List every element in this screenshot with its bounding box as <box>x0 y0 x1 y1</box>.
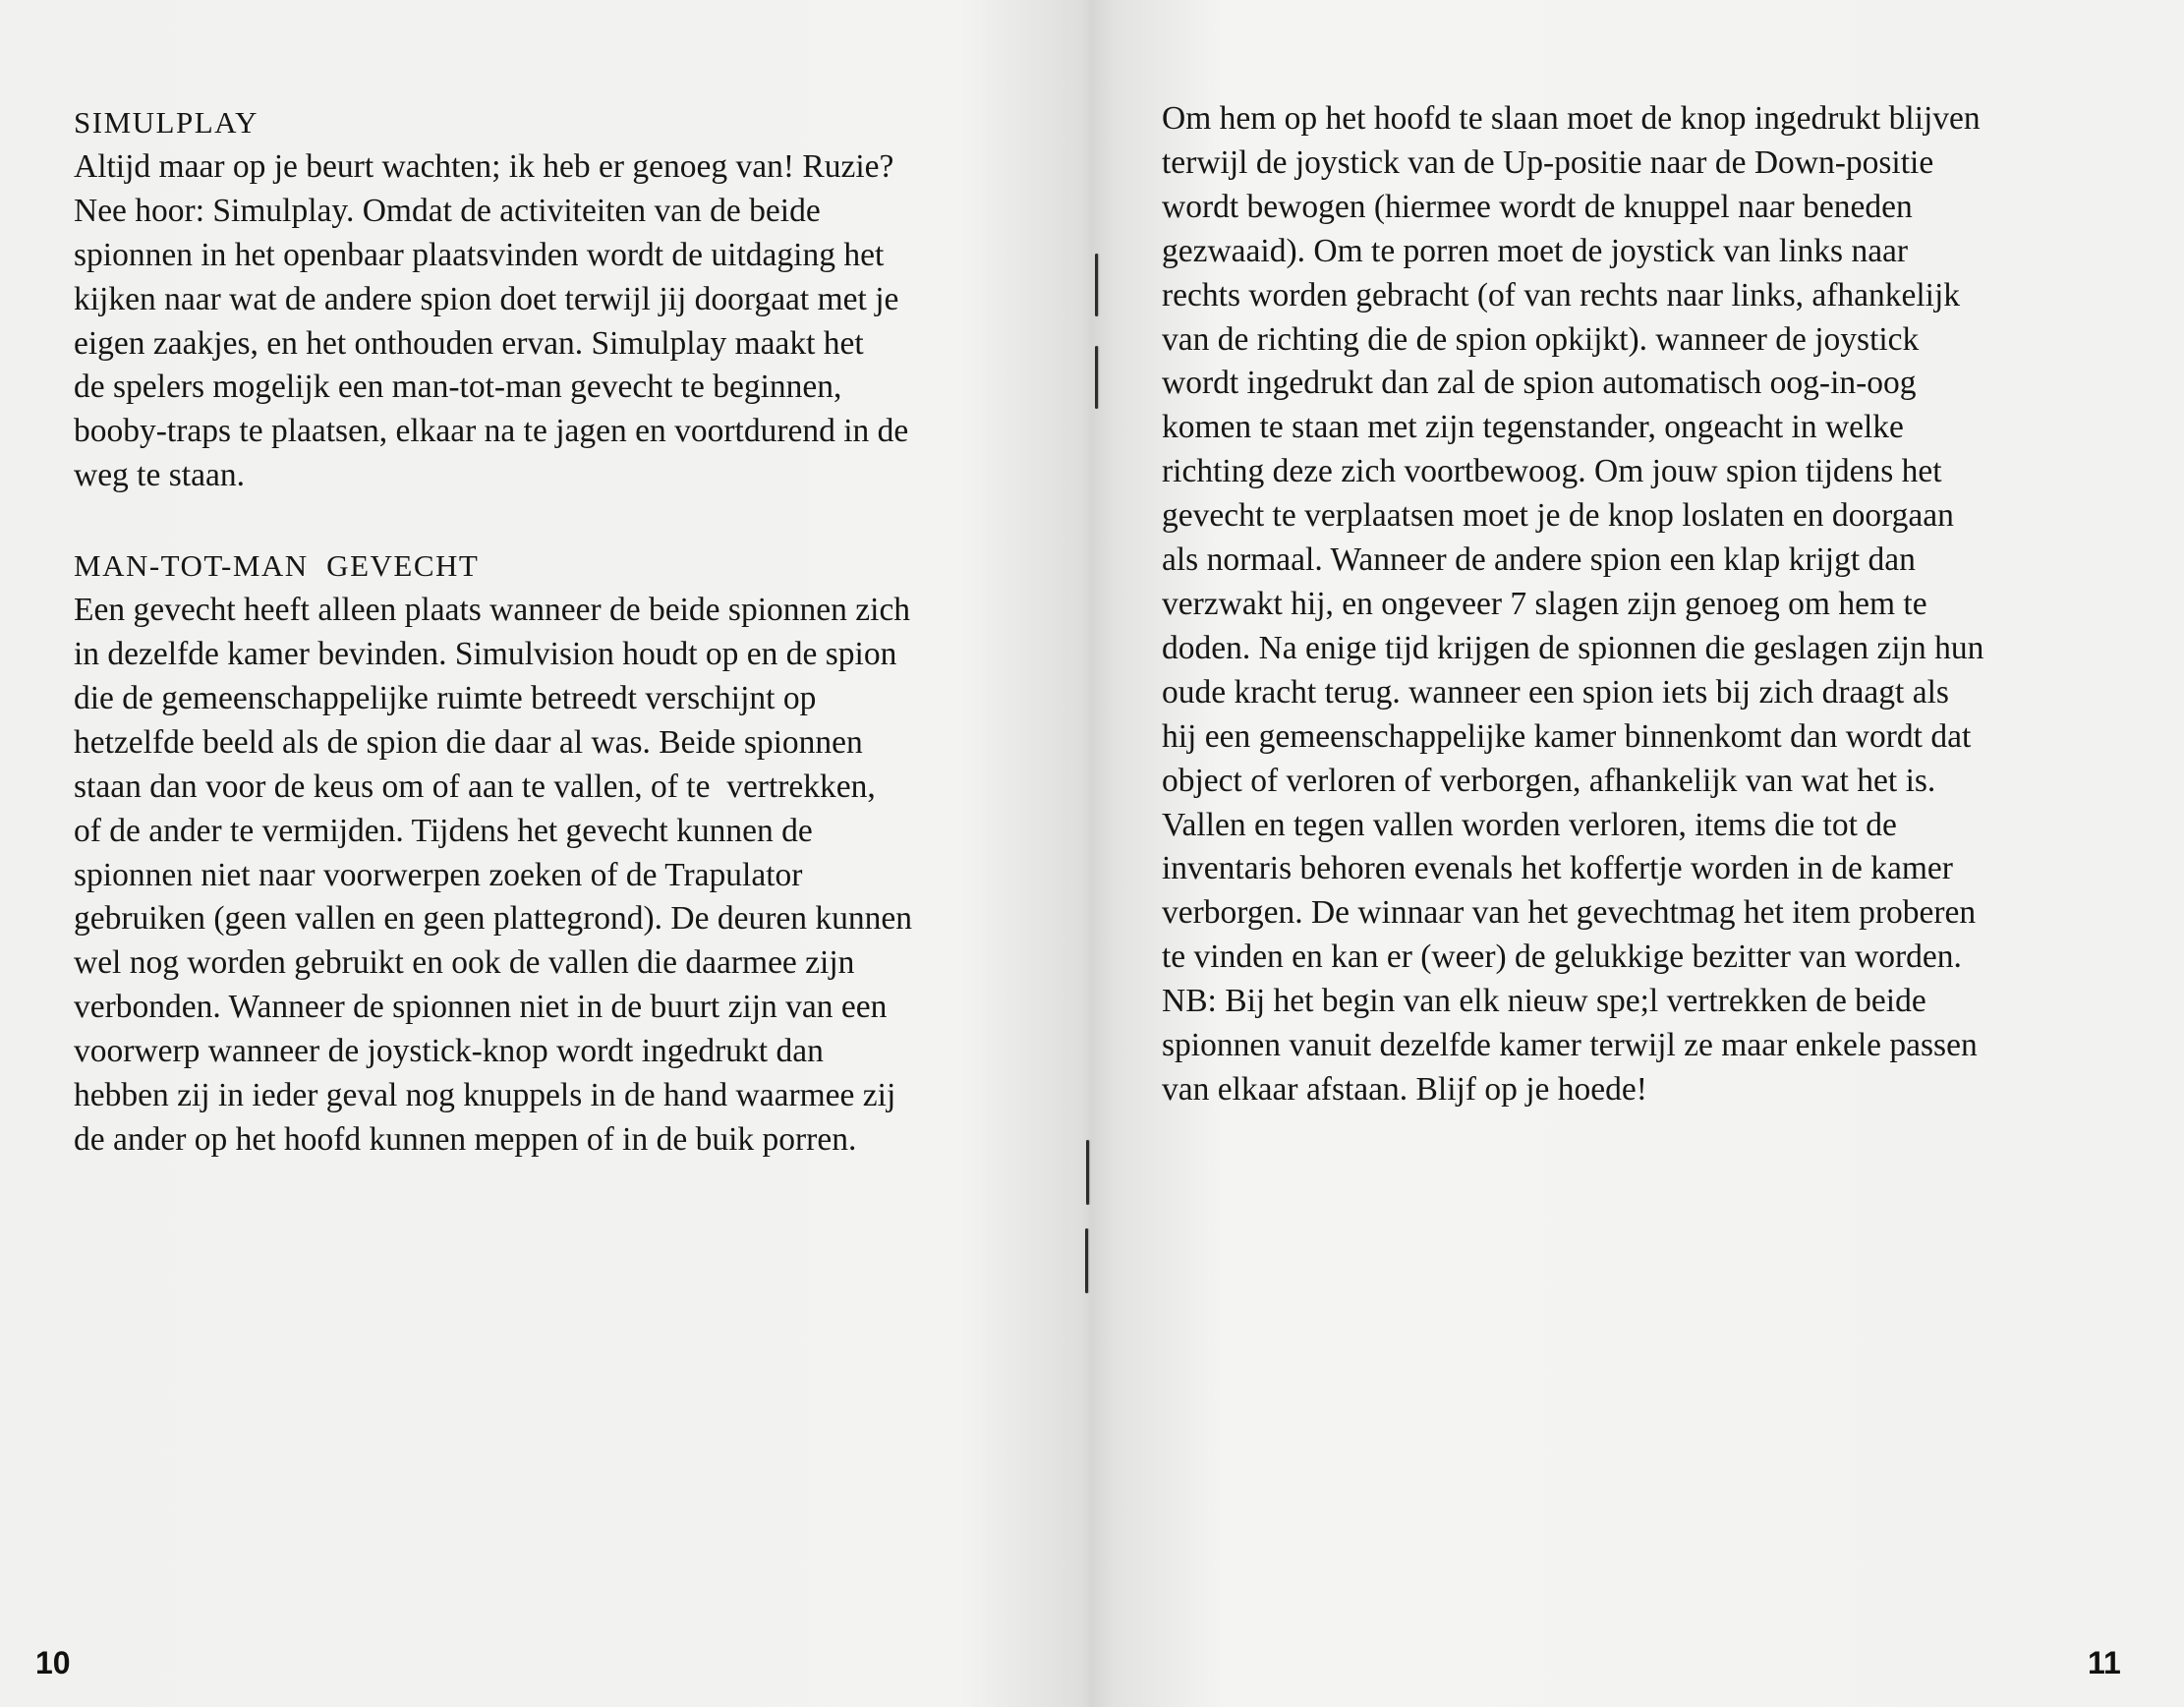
text-line: spionnen niet naar voorwerpen zoeken of de Trapulator <box>74 856 803 893</box>
text-line: die de gemeenschappelijke ruimte betreedt verschijnt op <box>74 679 817 716</box>
text-line: eigen zaakjes, en het onthouden ervan. Simulplay maakt het <box>74 324 864 362</box>
text-line: hebben zij in ieder geval nog knuppels in de hand waarmee zij <box>74 1077 896 1114</box>
simulplay-paragraph <box>74 145 1047 498</box>
section-heading-man-tot-man-gevecht: MAN-TOT-MAN GEVECHT <box>74 548 480 584</box>
text-line: van elkaar afstaan. Blijf op je hoede! <box>1162 1070 1647 1108</box>
right-page <box>1092 0 2184 1707</box>
text-line: doden. Na enige tijd krijgen de spionnen die geslagen zijn hun <box>1162 629 1984 666</box>
section-heading-simulplay: SIMULPLAY <box>74 105 259 140</box>
text-line: gevecht te verplaatsen moet je de knop loslaten en doorgaan <box>1162 497 1954 535</box>
text-line: booby-traps te plaatsen, elkaar na te jagen en voortdurend in de <box>74 413 909 450</box>
text-line: inventaris behoren evenals het koffertje worden in de kamer <box>1162 850 1953 887</box>
text-line: verzwakt hij, en ongeveer 7 slagen zijn genoeg om hem te <box>1162 585 1927 622</box>
gevecht-paragraph <box>74 589 1047 1163</box>
right-text-block <box>1162 97 2145 1112</box>
text-line: staan dan voor de keus om of aan te vallen, of te vertrekken, <box>74 768 876 805</box>
text-line: rechts worden gebracht (of van rechts naar links, afhankelijk <box>1162 276 1961 313</box>
text-line: gebruiken (geen vallen en geen plattegrond). De deuren kunnen <box>74 900 912 938</box>
text-line: oude kracht terug. wanneer een spion iets bij zich draagt als <box>1162 673 1949 711</box>
text-line: te vinden en kan er (weer) de gelukkige bezitter van worden. <box>1162 939 1962 976</box>
text-line: Altijd maar op je beurt wachten; ik heb er genoeg van! Ruzie? <box>74 147 894 185</box>
text-line: de spelers mogelijk een man-tot-man gevecht te beginnen, <box>74 369 842 406</box>
text-line: kijken naar wat de andere spion doet terwijl jij doorgaat met je <box>74 280 899 317</box>
binding-staple <box>1086 1140 1089 1205</box>
text-line: spionnen vanuit dezelfde kamer terwijl ze maar enkele passen <box>1162 1027 1978 1064</box>
text-line: richting deze zich voortbewoog. Om jouw spion tijdens het <box>1162 453 1942 490</box>
text-line: verborgen. De winnaar van het gevechtmag het item proberen <box>1162 894 1977 932</box>
text-line: de ander op het hoofd kunnen meppen of in de buik porren. <box>74 1120 857 1158</box>
text-line: wel nog worden gebruikt en ook de vallen die daarmee zijn <box>74 944 855 982</box>
text-line: Vallen en tegen vallen worden verloren, items die tot de <box>1162 806 1897 843</box>
binding-staple <box>1085 1228 1088 1293</box>
text-line: Nee hoor: Simulplay. Omdat de activiteiten van de beide <box>74 192 821 229</box>
text-line: gezwaaid). Om te porren moet de joystick van links naar <box>1162 232 1909 269</box>
left-text-block <box>74 101 1047 1163</box>
text-line: NB: Bij het begin van elk nieuw spe;l vertrekken de beide <box>1162 983 1926 1020</box>
text-line: weg te staan. <box>74 457 245 494</box>
section-spacer <box>74 498 1047 544</box>
text-line: terwijl de joystick van de Up-positie naar de Down-positie <box>1162 143 1934 181</box>
text-line: als normaal. Wanneer de andere spion een klap krijgt dan <box>1162 541 1916 579</box>
text-line: wordt ingedrukt dan zal de spion automatisch oog-in-oog <box>1162 365 1917 402</box>
text-line: wordt bewogen (hiermee wordt de knuppel naar beneden <box>1162 188 1913 225</box>
page-number-left: 10 <box>35 1645 71 1680</box>
text-line: hij een gemeenschappelijke kamer binnenkomt dan wordt dat <box>1162 717 1972 755</box>
text-line: Een gevecht heeft alleen plaats wanneer de beide spionnen zich <box>74 592 911 629</box>
text-line: komen te staan met zijn tegenstander, ongeacht in welke <box>1162 409 1904 446</box>
text-line: Om hem op het hoofd te slaan moet de knop ingedrukt blijven <box>1162 100 1981 137</box>
text-line: of de ander te vermijden. Tijdens het gevecht kunnen de <box>74 812 813 849</box>
text-line: van de richting die de spion opkijkt). wanneer de joystick <box>1162 320 1920 358</box>
text-line: spionnen in het openbaar plaatsvinden wordt de uitdaging het <box>74 236 885 273</box>
text-line: hetzelfde beeld als de spion die daar al was. Beide spionnen <box>74 723 863 761</box>
page-number-right: 11 <box>2088 1645 2121 1680</box>
text-line: voorwerp wanneer de joystick-knop wordt ingedrukt dan <box>74 1033 824 1070</box>
text-line: verbonden. Wanneer de spionnen niet in de buurt zijn van een <box>74 989 888 1026</box>
text-line: in dezelfde kamer bevinden. Simulvision houdt op en de spion <box>74 635 897 672</box>
text-line: object of verloren of verborgen, afhankelijk van wat het is. <box>1162 762 1936 799</box>
